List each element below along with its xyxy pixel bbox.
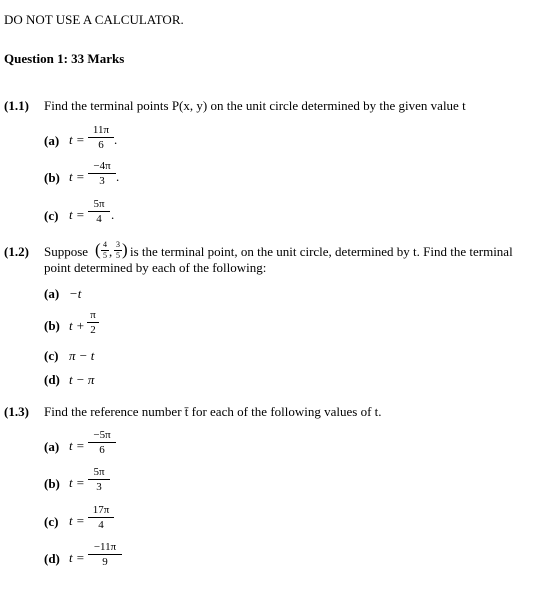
part-label: (b): [44, 318, 60, 333]
expression: t − π: [69, 372, 95, 387]
denominator: 4: [98, 519, 104, 531]
fraction: [88, 541, 122, 568]
expression: π − t: [69, 348, 95, 363]
numerator: −5π: [93, 429, 111, 441]
denominator: 4: [96, 213, 102, 225]
fraction: [88, 429, 116, 456]
fraction: [88, 198, 110, 225]
denominator: 6: [98, 139, 104, 151]
numerator: π: [90, 309, 96, 321]
fraction-bar: [88, 554, 122, 555]
fraction-bar: [88, 517, 114, 518]
question-title: Question 1: 33 Marks: [4, 51, 125, 66]
denominator: 3: [99, 175, 105, 187]
denominator: 5: [103, 251, 107, 260]
part-label: (a): [44, 286, 60, 301]
fraction: [88, 160, 116, 187]
numerator: 3: [116, 240, 120, 249]
equation-lhs: t =: [69, 550, 85, 565]
close-paren: ): [122, 240, 128, 259]
fraction-bar: [88, 137, 114, 138]
punctuation: .: [111, 207, 115, 222]
punctuation: .: [116, 169, 120, 184]
fraction: [87, 309, 99, 336]
numerator: 17π: [92, 504, 110, 516]
equation-lhs: t =: [69, 169, 85, 184]
equation-lhs: t =: [69, 207, 85, 222]
denominator: 5: [116, 251, 120, 260]
section-1-3-prompt: Find the reference number t̄ for each of the following values of t.: [44, 404, 382, 419]
section-number: (1.2): [4, 244, 29, 259]
point-x-fraction: [101, 241, 109, 260]
part-label: (c): [44, 208, 59, 223]
part-label: (d): [44, 372, 60, 387]
comma: ,: [109, 244, 113, 259]
fraction: [88, 466, 110, 493]
section-1-2-prompt-end: is the terminal point, on the unit circle, determined by t. Find the terminal: [130, 244, 513, 259]
fraction-bar: [87, 322, 99, 323]
equation-lhs: t =: [69, 438, 85, 453]
part-label: (a): [44, 133, 60, 148]
section-1-1-prompt: Find the terminal points P(x, y) on the unit circle determined by the given value t: [44, 98, 466, 113]
equation-lhs: t =: [69, 475, 85, 490]
numerator: −4π: [93, 160, 111, 172]
fraction: [88, 124, 114, 151]
fraction-bar: [88, 173, 116, 174]
section-1-2: [4, 244, 29, 260]
section-1-2-prompt-start: Suppose: [44, 244, 89, 259]
denominator: 3: [96, 481, 102, 493]
section-1-1: [4, 98, 29, 114]
section-1-2-prompt-line2: point determined by each of the following:: [44, 260, 267, 275]
part-label: (c): [44, 514, 59, 529]
fraction: [88, 504, 114, 531]
fraction-bar: [88, 211, 110, 212]
header-note: DO NOT USE A CALCULATOR.: [4, 12, 184, 27]
numerator: −11π: [93, 541, 117, 553]
equation-lhs: t =: [69, 513, 85, 528]
numerator: 5π: [93, 466, 105, 478]
punctuation: .: [114, 132, 118, 147]
denominator: 6: [99, 444, 105, 456]
denominator: 9: [102, 556, 108, 568]
section-number: (1.1): [4, 98, 29, 113]
part-label: (b): [44, 476, 60, 491]
part-label: (d): [44, 551, 60, 566]
section-1-3: [4, 404, 29, 420]
equation-lhs: t =: [69, 132, 85, 147]
fraction-bar: [88, 442, 116, 443]
open-paren: (: [95, 240, 101, 259]
denominator: 2: [90, 324, 96, 336]
section-number: (1.3): [4, 404, 29, 419]
expression: t +: [69, 318, 85, 333]
part-label: (b): [44, 170, 60, 185]
point-y-fraction: [114, 241, 122, 260]
part-label: (a): [44, 439, 60, 454]
expression: −t: [69, 286, 82, 301]
numerator: 5π: [93, 198, 105, 210]
fraction-bar: [88, 479, 110, 480]
numerator: 4: [103, 240, 107, 249]
numerator: 11π: [92, 124, 110, 136]
part-label: (c): [44, 348, 59, 363]
